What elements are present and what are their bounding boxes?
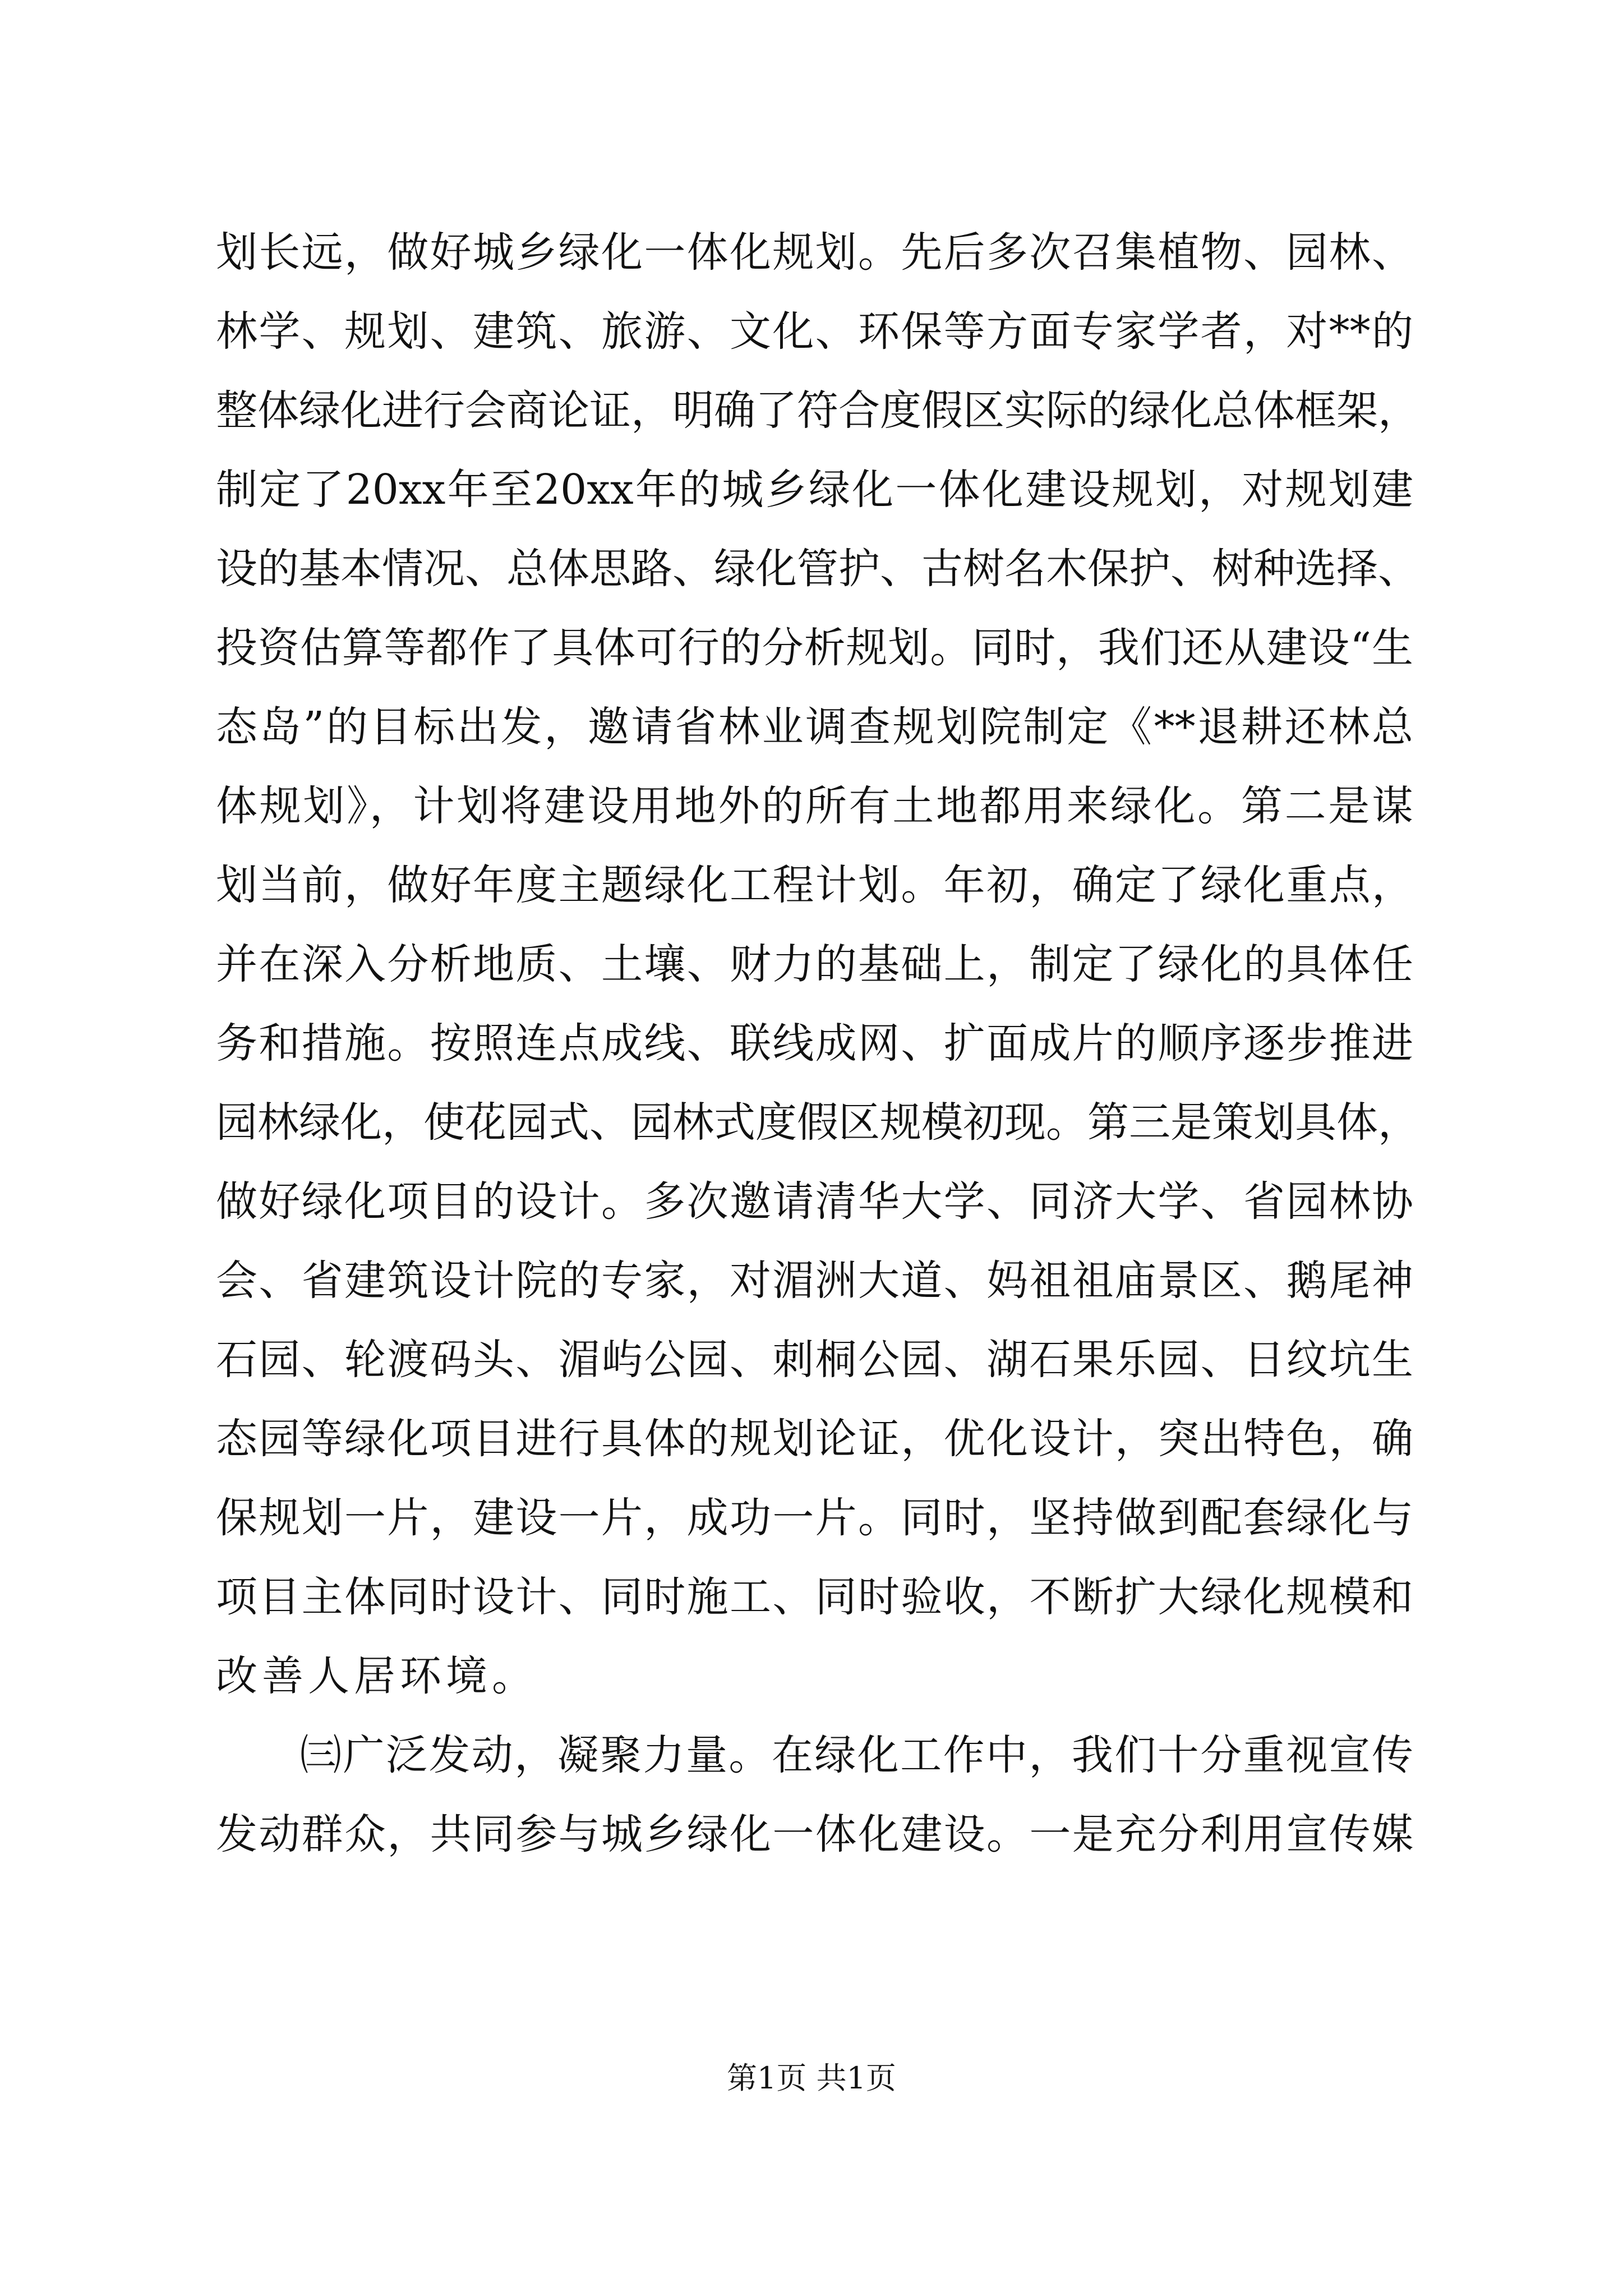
page-number-label: 第1页 共1页 — [727, 2060, 896, 2096]
text-line: 发动群众，共同参与城乡绿化一体化建设。一是充分利用宣传媒 — [216, 1810, 1413, 1858]
text-line: 改善人居环境。 — [216, 1652, 538, 1700]
text-line: 划当前，做好年度主题绿化工程计划。年初，确定了绿化重点， — [216, 861, 1413, 909]
text-line: 园林绿化，使花园式、园林式度假区规模初现。第三是策划具体， — [216, 1098, 1419, 1147]
text-line: 并在深入分析地质、土壤、财力的基础上，制定了绿化的具体任 — [216, 940, 1413, 988]
text-line: 做好绿化项目的设计。多次邀请清华大学、同济大学、省园林协 — [216, 1177, 1413, 1226]
text-line: 体规划》，计划将建设用地外的所有土地都用来绿化。第二是谋 — [216, 782, 1413, 830]
text-line: 整体绿化进行会商论证，明确了符合度假区实际的绿化总体框架， — [216, 386, 1419, 435]
text-line: 划长远，做好城乡绿化一体化规划。先后多次召集植物、园林、 — [216, 228, 1413, 277]
text-line-indented: ㈢广泛发动，凝聚力量。在绿化工作中，我们十分重视宣传 — [300, 1731, 1413, 1779]
text-line: 投资估算等都作了具体可行的分析规划。同时，我们还从建设“生 — [216, 624, 1413, 672]
text-line: 项目主体同时设计、同时施工、同时验收，不断扩大绿化规模和 — [216, 1573, 1413, 1621]
text-line: 石园、轮渡码头、湄屿公园、刺桐公园、湖石果乐园、日纹坑生 — [216, 1336, 1413, 1384]
page-footer — [0, 2056, 1623, 2101]
text-line: 态岛”的目标出发，邀请省林业调查规划院制定《**退耕还林总 — [216, 703, 1413, 751]
text-line: 林学、规划、建筑、旅游、文化、环保等方面专家学者，对**的 — [216, 307, 1413, 356]
text-line: 态园等绿化项目进行具体的规划论证，优化设计，突出特色，确 — [216, 1415, 1413, 1463]
text-line: 保规划一片，建设一片，成功一片。同时，坚持做到配套绿化与 — [216, 1494, 1413, 1542]
text-line: 设的基本情况、总体思路、绿化管护、古树名木保护、树种选择、 — [216, 545, 1419, 593]
text-line: 务和措施。按照连点成线、联线成网、扩面成片的顺序逐步推进 — [216, 1019, 1413, 1068]
text-line: 会、省建筑设计院的专家，对湄洲大道、妈祖祖庙景区、鹅尾神 — [216, 1257, 1413, 1305]
text-line: 制定了20xx年至20xx年的城乡绿化一体化建设规划，对规划建 — [216, 466, 1413, 514]
